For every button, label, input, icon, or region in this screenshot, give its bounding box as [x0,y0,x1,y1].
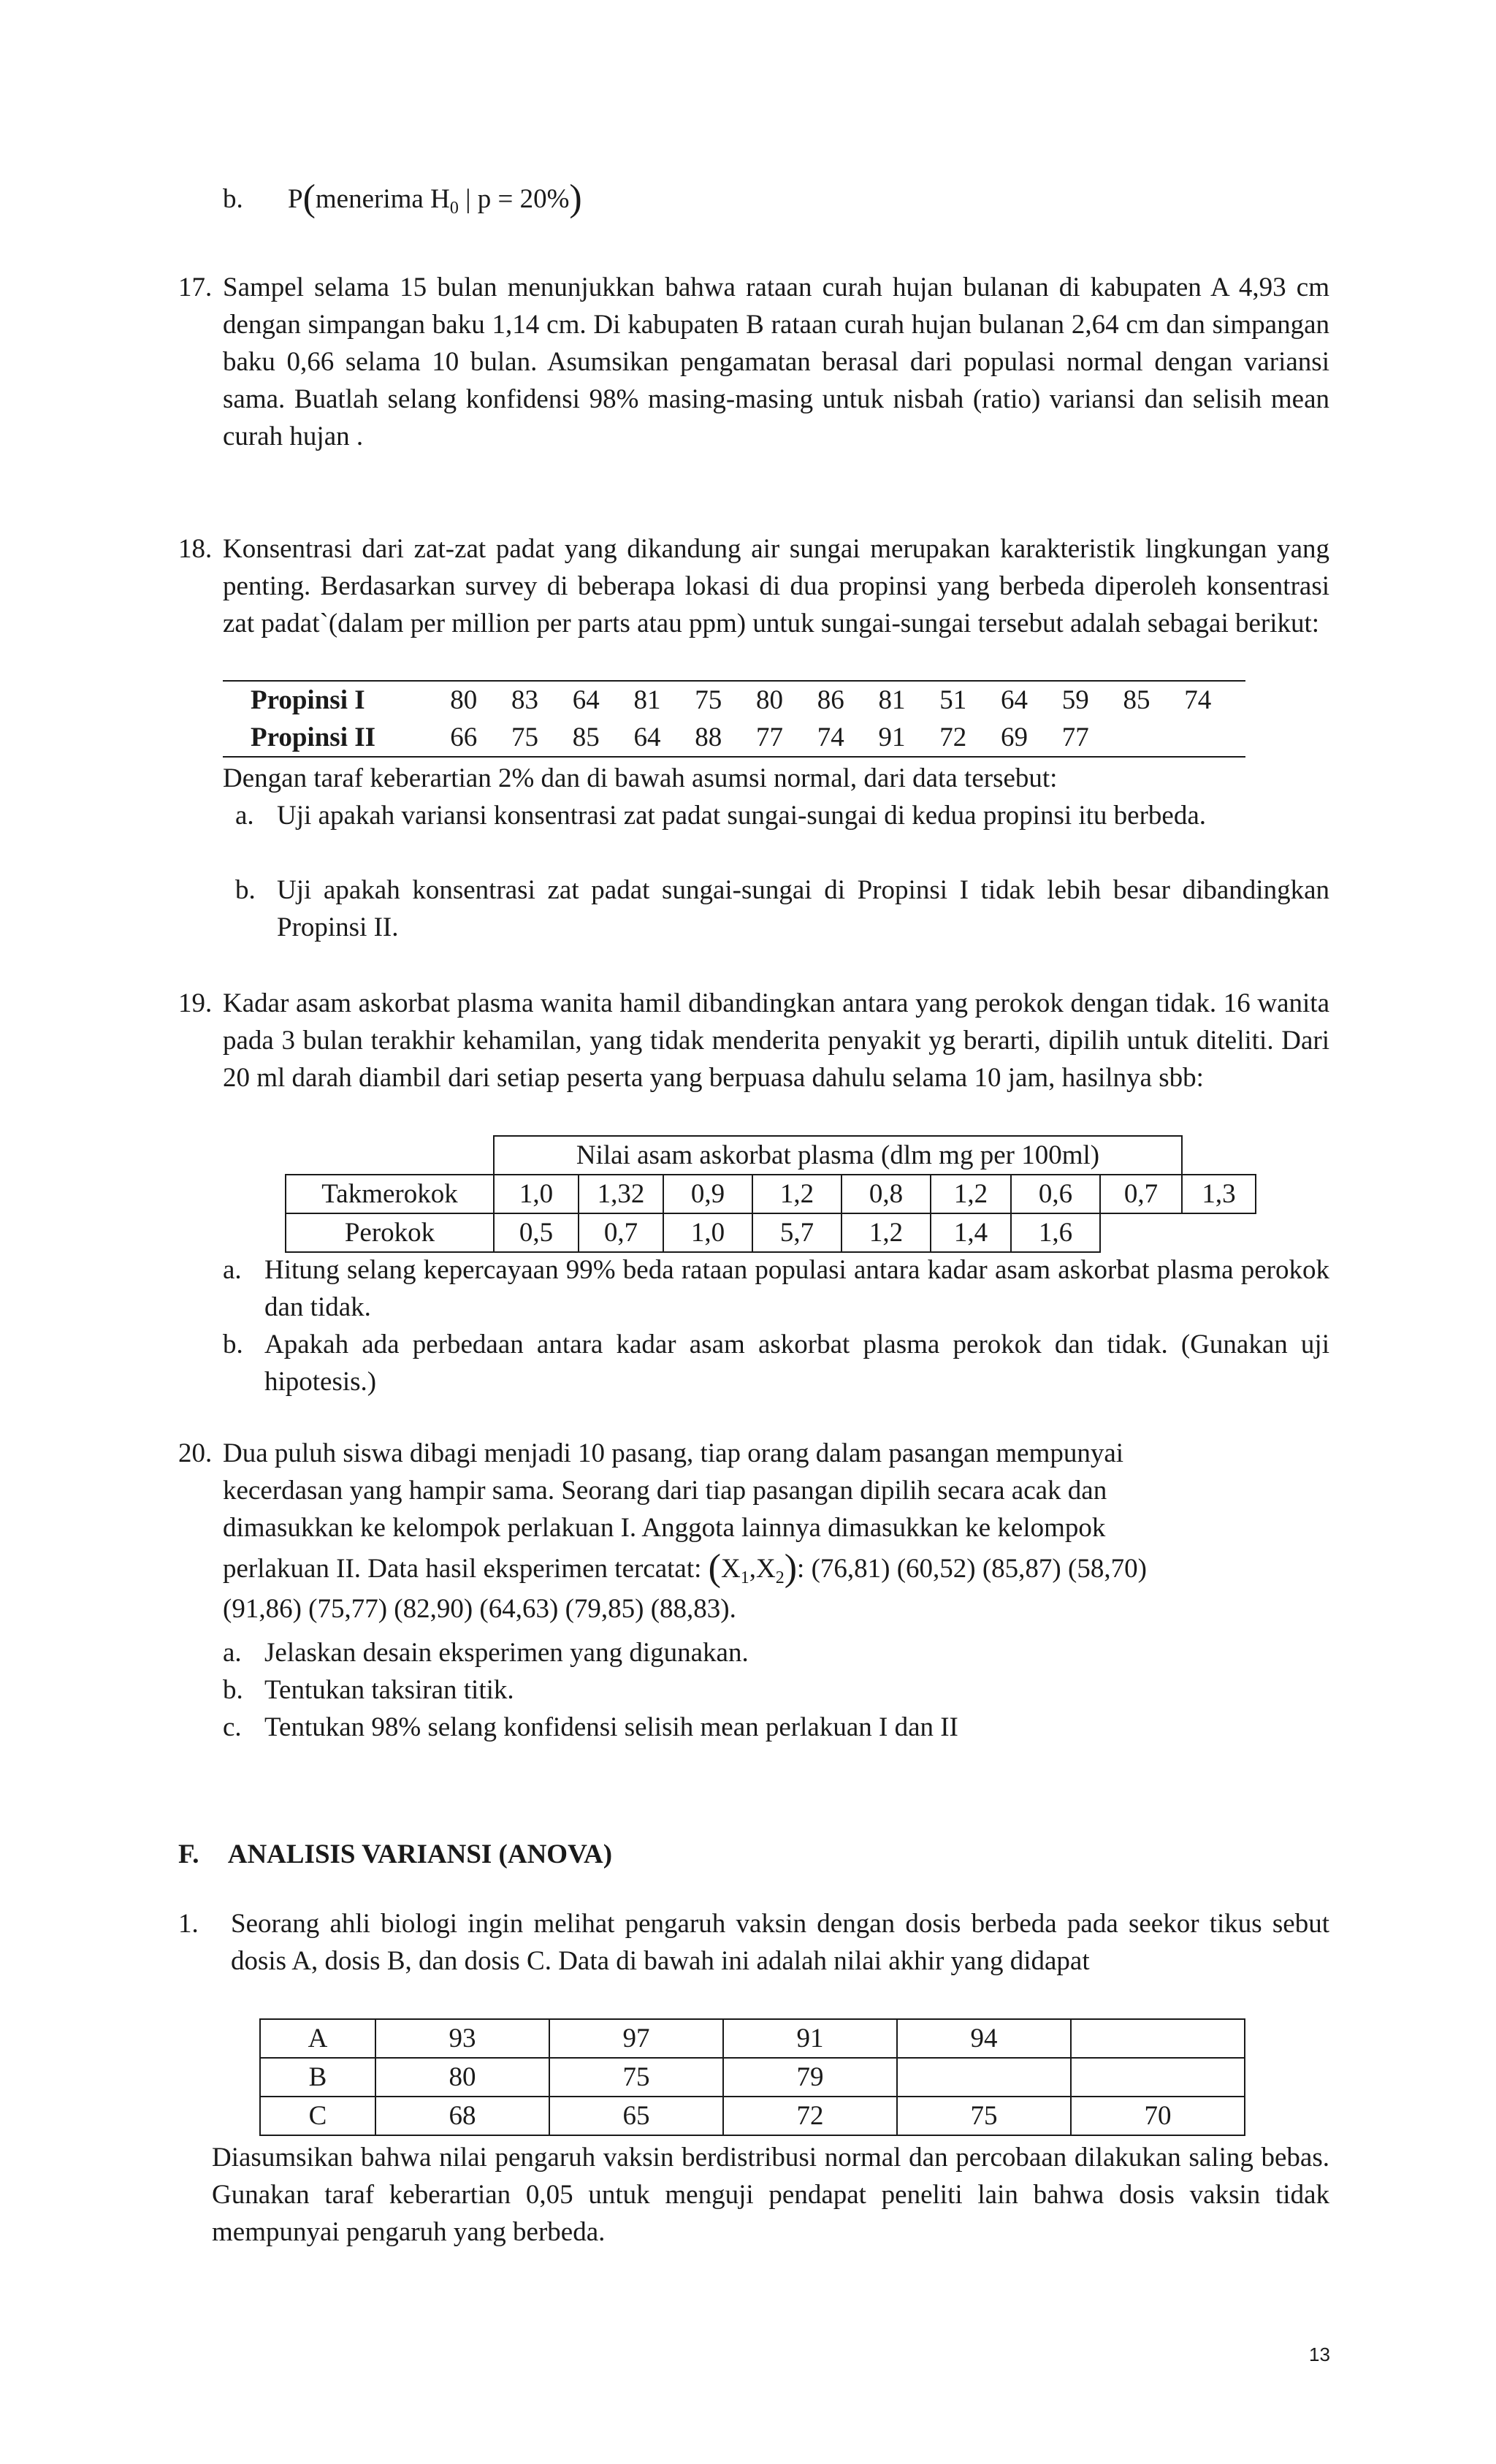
table-cell: 0,6 [1011,1175,1100,1213]
table-cell: 0,7 [1100,1175,1182,1213]
question-20-line4-pre: perlakuan II. Data hasil eksperimen tercatat: [223,1554,709,1584]
table-cell: 72 [939,722,967,752]
table-row [260,2058,1245,2097]
table-cell: 79 [723,2058,897,2097]
row-label: Propinsi II [251,722,376,752]
sub-label: a. [223,1638,242,1668]
table-cell: 75 [549,2058,723,2097]
x2-symbol: X [755,1554,776,1584]
table-cell: 69 [1000,722,1028,752]
row-label: Perokok [286,1213,494,1252]
table-cell: 94 [897,2019,1071,2058]
table-cell: 0,7 [579,1213,663,1252]
question-20-line: dimasukkan ke kelompok perlakuan I. Anggota lainnya dimasukkan ke kelompok [223,1513,1106,1543]
table-cell: 1,0 [663,1213,752,1252]
sub-text: Uji apakah variansi konsentrasi zat padat sungai-sungai di kedua propinsi itu berbeda. [277,801,1207,831]
formula-subscript: 0 [449,199,459,218]
question-17-number: 17. [178,272,213,302]
empty-cell [1100,1213,1182,1252]
table-cell: 1,2 [752,1175,842,1213]
table-cell: 97 [549,2019,723,2058]
table-cell: 70 [1071,2097,1245,2135]
ascorbic-table [285,1135,1256,1253]
question-20-text [223,1435,1329,1628]
table-cell: 68 [375,2097,549,2135]
question-18-number: 18. [178,534,213,564]
province-table-grid [223,682,1245,756]
table-row [223,682,1245,719]
table-cell: 91 [723,2019,897,2058]
table-cell: 51 [939,685,967,715]
table-cell: 83 [511,685,538,715]
vaccine-table-grid [259,2018,1245,2136]
question-20-number: 20. [178,1438,213,1468]
sub-text: Apakah ada perbedaan antara kadar asam askorbat plasma perokok dan tidak. (Gunakan uji hipotesis.) [264,1330,1329,1397]
table-header-row [286,1136,1256,1175]
question-18-text: Konsentrasi dari zat-zat padat yang dikandung air sungai merupakan karakteristik lingkungan yang penting. Berdasarkan survey di beberapa lokasi di dua propinsi yang berbeda diperoleh konsentrasi zat padat`(dalam per million per parts atau ppm) untuk sungai-sungai tersebut adalah sebagai berikut: [223,534,1329,638]
table-cell [1123,719,1184,756]
table-cell: 85 [572,722,600,752]
table-cell: 66 [450,722,478,752]
x1-symbol: X [721,1554,741,1584]
table-cell [1071,2019,1245,2058]
table-cell: 0,5 [494,1213,579,1252]
table-cell: 81 [633,685,661,715]
table-cell: 74 [1184,685,1212,715]
table-cell: 75 [511,722,538,752]
table-cell: 93 [375,2019,549,2058]
pair-comma: , [749,1554,756,1584]
table-cell: 1,6 [1011,1213,1100,1252]
table-cell: 77 [1061,722,1089,752]
row-label: A [260,2019,375,2058]
question-19-text: Kadar asam askorbat plasma wanita hamil dibandingkan antara yang perokok dengan tidak. 16 wanita pada 3 bulan terakhir kehamilan, yang tidak menderita penyakit yg berarti, dipilih untuk diteliti. Dari 20 ml darah diambil dari setiap peserta yang berpuasa dahulu selama 10 jam, hasilnya sbb: [223,988,1329,1093]
sub-text: Tentukan taksiran titik. [264,1675,514,1705]
table-cell: 0,8 [842,1175,931,1213]
question-17-text: Sampel selama 15 bulan menunjukkan bahwa rataan curah hujan bulanan di kabupaten A 4,93 cm dengan simpangan baku 1,14 cm. Di kabupaten B rataan curah hujan bulanan 2,64 cm dan simpangan baku 0,66 selama 10 bulan. Asumsikan pengamatan berasal dari populasi normal dengan variansi sama. Buatlah selang konfidensi 98% masing-masing untuk nisbah (ratio) variansi dan selisih mean curah hujan . [223,272,1329,451]
table-cell: 88 [695,722,722,752]
row-label: B [260,2058,375,2097]
table-cell: 1,3 [1182,1175,1256,1213]
table-cell: 80 [755,685,783,715]
table-row [286,1213,1256,1252]
question-20-line: kecerdasan yang hampir sama. Seorang dari tiap pasangan dipilih secara acak dan [223,1476,1107,1506]
question-18-after-text: Dengan taraf keberartian 2% dan di bawah asumsi normal, dari data tersebut: [223,763,1058,793]
table-row [223,719,1245,756]
table-cell: 77 [755,722,783,752]
table-cell: 1,0 [494,1175,579,1213]
vaccine-table [259,2018,1245,2136]
x2-subscript: 2 [775,1568,785,1587]
section-label: F. [178,1839,199,1869]
sub-text: Tentukan 98% selang konfidensi selisih mean perlakuan I dan II [264,1712,958,1742]
table-cell: 1,2 [931,1175,1011,1213]
empty-cell [1182,1136,1256,1175]
table-cell [1071,2058,1245,2097]
table-cell: 1,32 [579,1175,663,1213]
sub-label: b. [223,1330,243,1359]
probability-formula [288,178,582,219]
table-cell: 75 [897,2097,1071,2135]
question-19-number: 19. [178,988,213,1018]
ascorbic-table-grid [285,1135,1256,1253]
table-cell: 74 [817,722,844,752]
table-cell: 59 [1061,685,1089,715]
table-cell: 1,4 [931,1213,1011,1252]
empty-corner-cell [286,1136,494,1175]
page-number: 13 [1309,2343,1330,2365]
question-20-line: Dua puluh siswa dibagi menjadi 10 pasang, tiap orang dalam pasangan mempunyai [223,1438,1124,1468]
table-row [260,2019,1245,2058]
formula-text2: | p = 20% [458,184,570,214]
table-row [286,1175,1256,1213]
table-cell: 5,7 [752,1213,842,1252]
table-cell: 81 [878,685,906,715]
sub-label: b. [223,1675,243,1705]
section-title: ANALISIS VARIANSI (ANOVA) [227,1839,613,1869]
row-label: C [260,2097,375,2135]
question-20-line4-post: : (76,81) (60,52) (85,87) (58,70) [797,1554,1147,1584]
table-cell: 64 [1000,685,1028,715]
empty-cell [1182,1213,1256,1252]
formula-open-paren: ( [302,178,316,219]
table-cell: 85 [1123,685,1150,715]
table-cell [1184,719,1245,756]
sub-label: a. [223,1255,242,1285]
sub-text: Hitung selang kepercayaan 99% beda rataan populasi antara kadar asam askorbat plasma perokok dan tidak. [264,1255,1329,1322]
table-cell: 72 [723,2097,897,2135]
province-table [223,680,1245,758]
table-cell: 64 [633,722,661,752]
x1-subscript: 1 [740,1568,749,1587]
table-cell: 80 [375,2058,549,2097]
section-f-question-1-after: Diasumsikan bahwa nilai pengaruh vaksin berdistribusi normal dan percobaan dilakukan saling bebas. Gunakan taraf keberartian 0,05 untuk menguji pendapat peneliti lain bahwa dosis vaksin tidak mempunyai pengaruh yang berbeda. [212,2143,1329,2247]
section-f-question-1-number: 1. [178,1909,199,1939]
sub-text: Jelaskan desain eksperimen yang digunakan. [264,1638,749,1668]
table-cell: 80 [450,685,478,715]
formula-close-paren: ) [569,178,582,219]
table-cell: 65 [549,2097,723,2135]
table-cell: 86 [817,685,844,715]
table-cell: 64 [572,685,600,715]
table-cell: 91 [878,722,906,752]
table-cell [897,2058,1071,2097]
question-20-line: (91,86) (75,77) (82,90) (64,63) (79,85) (88,83). [223,1594,736,1624]
formula-item-b [223,180,582,227]
formula-text1: menerima H [315,184,450,214]
table-header: Nilai asam askorbat plasma (dlm mg per 100ml) [494,1136,1182,1175]
formula-label: b. [223,184,243,214]
table-row [260,2097,1245,2135]
section-f-heading [178,1836,612,1873]
table-cell: 1,2 [842,1213,931,1252]
table-cell: 75 [695,685,722,715]
section-f-question-1-text: Seorang ahli biologi ingin melihat pengaruh vaksin dengan dosis berbeda pada seekor tikus sebut dosis A, dosis B, dan dosis C. Data di bawah ini adalah nilai akhir yang didapat [231,1909,1329,1976]
pair-notation: $(X_1,X_2)$ [708,1547,798,1589]
row-label: Takmerokok [286,1175,494,1213]
question-20-line [223,1546,1329,1590]
sub-label: b. [235,875,256,905]
sub-label: c. [223,1712,242,1742]
sub-text: Uji apakah konsentrasi zat padat sungai-sungai di Propinsi I tidak lebih besar dibandingkan Propinsi II. [277,875,1329,942]
formula-prefix: P [288,184,303,214]
table-cell: 0,9 [663,1175,752,1213]
row-label: Propinsi I [251,685,365,715]
sub-label: a. [235,801,254,831]
